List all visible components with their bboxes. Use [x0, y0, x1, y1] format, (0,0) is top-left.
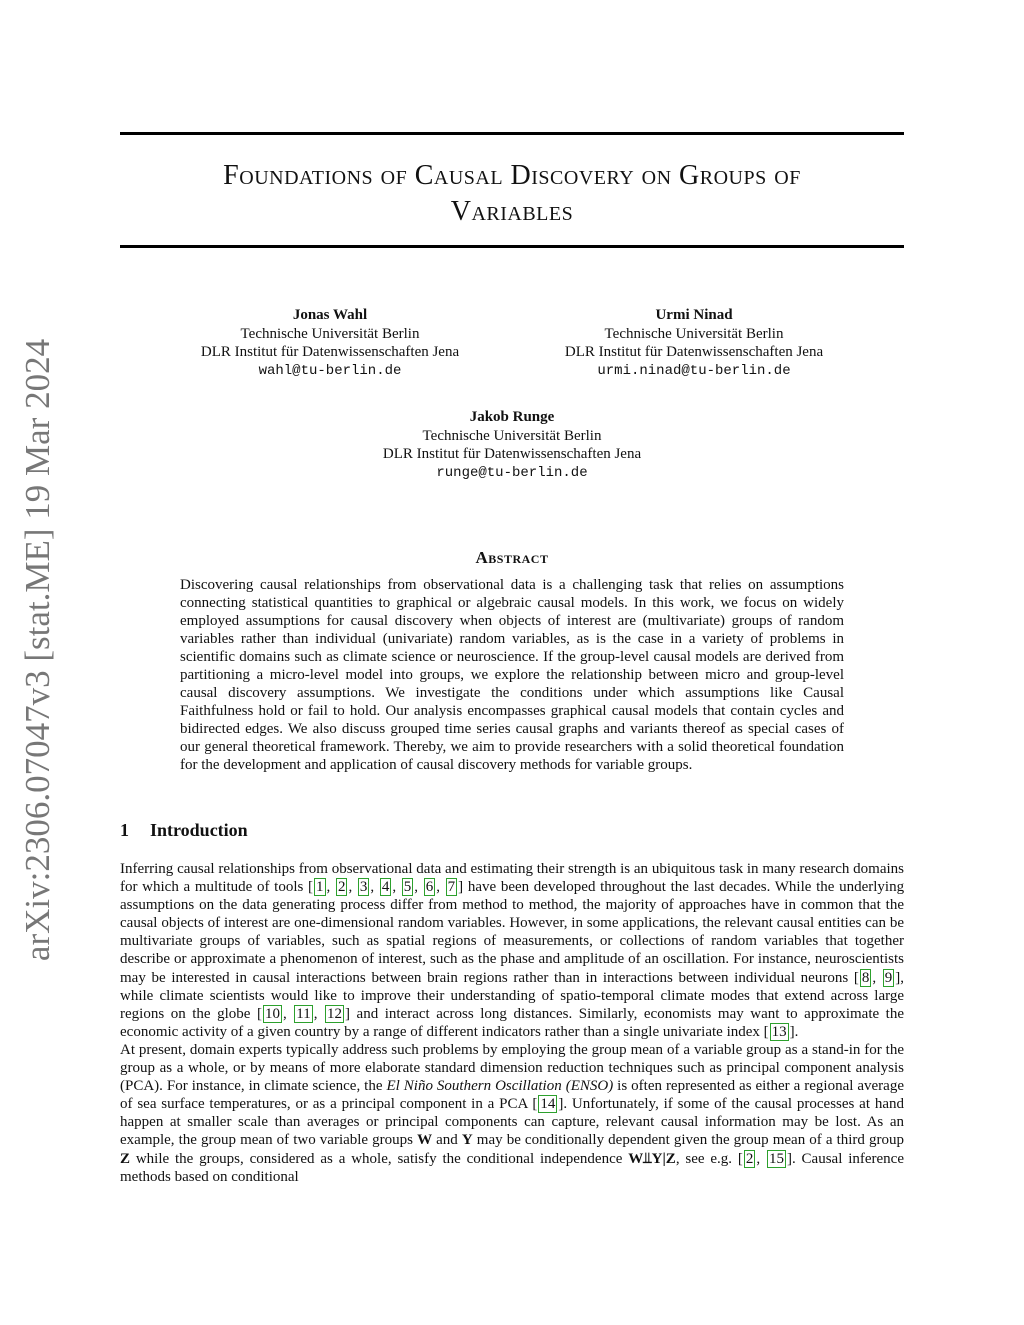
title-line-1: Foundations of Causal Discovery on Groups of	[223, 160, 801, 191]
section-number: 1	[120, 820, 129, 840]
text-run: Inferring causal relationships from observational data and estimating their strength is an ubiquitous task in many research domains for which a multitude of tools [	[120, 861, 904, 896]
introduction-body	[120, 860, 904, 1186]
title-rule-bottom	[120, 245, 904, 248]
text-run: ] have been developed throughout the last decades. While the underlying assumptions on the data generating process differ from method to method, the majority of approaches have in common that the causal objects of interest are one-dimensional random variables. However, in some applications, the relevant causal entities can be multivariate groups of variables, such as spatial regions of measurements, or collections of random variables that together describe or approximate a phenomenon of interest, such as the phase and amplitude of an oscillation. For instance, neuroscientists may be interested in causal interactions between brain regions rather than in interactions between individual neurons [	[120, 879, 905, 986]
abstract-text: Discovering causal relationships from observational data is a challenging task that relies on assumptions connecting statistical quantities to graphical or algebraic causal models. In this work, we focus on widely employed assumptions for causal discovery when objects of interest are (multivariate) groups of random variables rather than individual (univariate) random variables, as is the case in a variety of problems in scientific domains such as climate science or neuroscience. If the group-level causal models are derived from partitioning a micro-level model into groups, we explore the relationship between micro and group-level causal discovery assumptions. We investigate the conditions under which assumptions like Causal Faithfulness hold or fail to hold. Our analysis encompasses graphical causal models that contain cycles and bidirected edges. We also discuss grouped time series causal graphs and variants thereof as special cases of our general theoretical framework. Thereby, we aim to provide researchers with a solid theoretical foundation for the development and application of causal discovery methods for variable groups.	[180, 577, 844, 773]
author-affiliation: Technische Universität Berlin	[604, 325, 784, 342]
math-variable: W	[417, 1132, 433, 1149]
citation-link[interactable]: 9	[884, 969, 893, 986]
paragraph-2: At present, domain experts typically address such problems by employing the group mean of a variable group as a stand-in for the group as a whole, or by means of more elaborate standard dimension reduction techniques such as principal component analysis (PCA). For instance, in climate science, the El Niño Southern Oscillation (ENSO) is often represented as either a regional average of sea surface temperatures, or as a principal component in a PCA [ 14 ]. Unfortunately, if some of the causal processes at hand happen at smaller scale than averages or principal components can capture, relevant causal information may be lost. As an example, the group mean of two variable groups W and Y may be conditionally dependent given the group mean of a third group Z while the groups, considered as a whole, satisfy the conditional independence W⫫Y|Z, see e.g. [ 2 , 15 ]. Causal inference methods based on conditional	[120, 1041, 904, 1185]
enso-term: El Niño Southern Oscillation (ENSO)	[386, 1078, 614, 1095]
author-name: Jakob Runge	[469, 409, 555, 425]
author-email[interactable]: urmi.ninad@tu-berlin.de	[597, 362, 791, 379]
text-run: while the groups, considered as a whole, satisfy the conditional independence	[130, 1150, 629, 1167]
author-email[interactable]: runge@tu-berlin.de	[436, 464, 588, 481]
author-affiliation: DLR Institut für Datenwissenschaften Jena	[564, 344, 824, 360]
citation-link[interactable]: 2	[745, 1150, 754, 1167]
author-name: Jonas Wahl	[292, 307, 368, 323]
paper-title	[120, 158, 904, 230]
author-affiliation: Technische Universität Berlin	[240, 325, 420, 342]
author-affiliation: DLR Institut für Datenwissenschaften Jena	[200, 344, 460, 360]
citation-link[interactable]: 4	[381, 879, 390, 896]
section-title: Introduction	[150, 820, 248, 840]
author-affiliation: Technische Universität Berlin	[422, 427, 602, 444]
citation-link[interactable]: 14	[540, 1096, 556, 1113]
author-block-ninad	[524, 306, 864, 380]
citation-link[interactable]: 8	[861, 969, 870, 986]
citation-link[interactable]: 13	[771, 1023, 787, 1040]
text-run: ]. Unfortunately, if some of the causal processes at hand happen at smaller scale than averages or principal components can capture, relevant causal information may be lost. As an example, the group mean of two variable groups	[120, 1096, 904, 1149]
author-block-wahl	[160, 306, 500, 380]
citation-link[interactable]: 2	[337, 879, 346, 896]
citation-link[interactable]: 1	[316, 879, 324, 896]
section-heading-introduction	[120, 820, 520, 841]
text-run: and	[432, 1132, 462, 1149]
title-rule-top	[120, 132, 904, 135]
citation-link[interactable]: 10	[264, 1005, 280, 1022]
author-email[interactable]: wahl@tu-berlin.de	[258, 362, 402, 379]
citation-link[interactable]: 3	[359, 879, 368, 896]
citation-link[interactable]: 15	[768, 1150, 784, 1167]
arxiv-identifier: arXiv:2306.07047v3 [stat.ME] 19 Mar 2024	[18, 338, 58, 962]
text-run: , see e.g. [	[675, 1150, 743, 1167]
author-block-runge	[342, 408, 682, 482]
title-line-2: Variables	[450, 196, 574, 227]
math-variable: Y	[461, 1132, 473, 1149]
text-run: may be conditionally dependent given the group mean of a third group	[472, 1132, 904, 1149]
citation-link[interactable]: 12	[327, 1005, 342, 1022]
text-run: ]. Causal inference methods based on conditional	[120, 1150, 904, 1185]
paragraph-1: Inferring causal relationships from observational data and estimating their strength is an ubiquitous task in many research domains for which a multitude of tools [ 1 , 2 , 3 , 4 , 5 , 6 , 7 ] have been developed throughout the last decades. While the underlying assumptions on the data generating process differ from method to method, the majority of approaches have in common that the causal objects of interest are one-dimensional random variables. However, in some applications, the relevant causal entities can be multivariate groups of variables, such as spatial regions of measurements, or collections of random variables that together describe or approximate a phenomenon of interest, such as the phase and amplitude of an oscillation. For instance, neuroscientists may be interested in causal interactions between brain regions rather than in interactions between individual neurons [ 8 , 9 ], while climate scientists would like to improve their understanding of spatio-temporal climate modes that extend across large regions on the globe [ 10 , 11 , 12 ] and interact across long distances. Similarly, economists may want to approximate the economic activity of a given country by a range of different indicators rather than a single univariate index [ 13 ].	[120, 861, 905, 1040]
citation-link[interactable]: 6	[425, 879, 434, 896]
math-independence: W⫫Y|Z	[628, 1150, 676, 1167]
text-run: is often represented as either a regional average of sea surface temperatures, or as a principal component in a PCA [	[120, 1078, 904, 1113]
abstract-heading: Abstract	[475, 548, 549, 567]
math-variable: Z	[120, 1150, 131, 1167]
citation-link[interactable]: 5	[403, 879, 412, 896]
author-name: Urmi Ninad	[655, 307, 733, 323]
text-run: At present, domain experts typically address such problems by employing the group mean of a variable group as a stand-in for the group as a whole, or by means of more elaborate standard dimension reduction techniques such as principal component analysis (PCA). For instance, in climate science, the	[120, 1041, 904, 1095]
text-run: ], while climate scientists would like to improve their understanding of spatio-temporal climate modes that extend across large regions on the globe [	[120, 969, 904, 1022]
citation-link[interactable]: 7	[447, 879, 456, 896]
arxiv-sidebar	[8, 340, 68, 960]
author-affiliation: DLR Institut für Datenwissenschaften Jena	[382, 446, 642, 462]
citation-link[interactable]: 11	[296, 1005, 311, 1022]
text-run: ] and interact across long distances. Similarly, economists may want to approximate the economic activity of a given country by a range of different indicators rather than a single univariate index [	[120, 1005, 905, 1040]
text-run: ].	[789, 1023, 799, 1040]
